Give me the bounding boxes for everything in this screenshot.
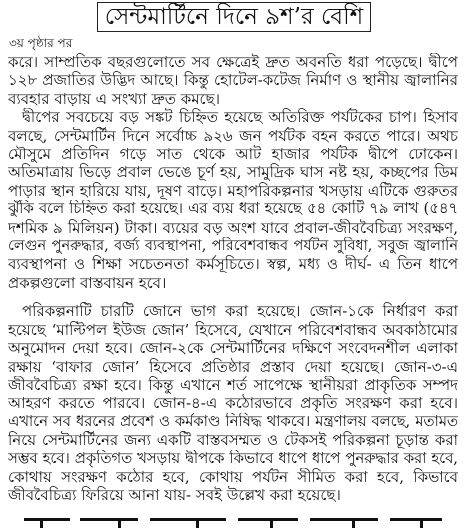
article-text-line: দশমিক ৯ মিলিয়ন) টাকা। ব্যয়ের বড় অংশ যাবে প্রবাল-জীববৈচিত্র্য সংরক্ষণ, bbox=[8, 218, 458, 237]
article-text-line: পরিকল্পনাটি চারটি জোনে ভাগ করা হয়েছে। জোন-১কে নির্ধারণ করা bbox=[22, 302, 458, 321]
article-text-line: পাড়ার স্থান হারিয়ে যায়, দূষণ বাড়ে। মহাপরিকল্পনার খসড়ায় এটিকে গুরুতর bbox=[8, 181, 458, 200]
article-text-line: ব্যবহার বাড়ায় এ সংখ্যা দ্রুত কমছে। bbox=[8, 89, 221, 108]
headline-stroke-fragment bbox=[118, 521, 121, 528]
article-text-line: জীববৈচিত্র্য রক্ষা হবে। কিন্তু এখানে শর্ত সাপেক্ষে স্থানীয়রা প্রাকৃতিক সম্পদ bbox=[8, 375, 458, 394]
continued-from-label: ৩য় পৃষ্ঠার পর bbox=[9, 36, 73, 50]
article-text-line: জীববৈচিত্র্য ফিরিয়ে আনা যায়- সবই উল্লেখ করা হয়েছে। bbox=[8, 486, 341, 505]
article-text-line: ঝুঁকি বলে চিহ্নিত করা হয়েছে। এর ব্যয় ধরা হয়েছে ৫৪ কোটি ৭৯ লাখ (৫৪৭ bbox=[8, 200, 458, 218]
headline-stroke-fragment bbox=[40, 521, 43, 528]
headline-stroke-fragment bbox=[80, 518, 138, 521]
headline-stroke-fragment bbox=[310, 518, 378, 521]
article-text-line: এখানে সব ধরনের প্রবেশ ও কর্মকাণ্ড নিষিদ্ধ থাকবে। মন্ত্রণালয় বলছে, মতামত bbox=[8, 412, 458, 430]
article-text-line: কোথায় সংরক্ষণ কঠোর হবে, কোথায় পর্যটন সীমিত করা হবে, কিভাবে bbox=[8, 467, 458, 486]
headline-stroke-fragment bbox=[352, 521, 355, 528]
headline-box bbox=[97, 2, 371, 32]
article-text-line: সম্ভব হবে। প্রকৃতিগত খসড়ায় দ্বীপকে কিভাবে ধাপে ধাপে পুনরুদ্ধার করা হবে, bbox=[8, 449, 458, 467]
headline: সেন্টমার্টিনে দিনে ৯শ’র বেশি bbox=[104, 4, 364, 30]
article-text-line: রক্ষায় ‘বাফার জোন’ হিসেবে প্রতিষ্ঠার প্রস্তাব দেয়া হয়েছে। জোন-৩-এ bbox=[8, 357, 458, 376]
article-text-line: ১২৮ প্রজাতির উদ্ভিদ আছে। কিন্তু হোটেল-কটেজ নির্মাণ ও স্থানীয় জ্বালানির bbox=[8, 71, 458, 90]
article-text-line: প্রকল্পগুলো বাস্তবায়ন হবে। bbox=[8, 273, 167, 292]
next-article-headline-cutoff bbox=[0, 508, 466, 528]
article-text-line: নিয়ে সেন্টমার্টিনের জন্য একটি বাস্তবসম্মত ও টেকসই পরিকল্পনা চূড়ান্ত করা bbox=[8, 431, 458, 450]
article-text-line: করে। সাম্প্রতিক বছরগুলোতে সব ক্ষেত্রেই দ্রুত অবনতি ধরা পড়েছে। দ্বীপে bbox=[8, 53, 458, 71]
headline-stroke-fragment bbox=[238, 518, 298, 521]
article-paragraph bbox=[8, 53, 458, 108]
article-text-line: বলছে, সেন্টমার্টিন দিনে সর্বোচ্চ ৯২৬ জন পর্যটক বহন করতে পারে। অথচ bbox=[8, 126, 458, 145]
headline-stroke-fragment bbox=[24, 518, 70, 521]
article-text-line: ব্যবস্থাপনা ও শিক্ষা সচেতনতা কর্মসূচিতে। স্বল্প, মধ্য ও দীর্ঘ- এ তিন ধাপে bbox=[8, 255, 458, 274]
article-text-line: অনুমোদন দেয়া হবে। জোন-২কে সেন্টমার্টিনের দক্ষিণে সংবেদনশীল এলাকা bbox=[8, 339, 458, 358]
headline-stroke-fragment bbox=[150, 518, 226, 521]
article-paragraph bbox=[8, 302, 458, 504]
article-text-line: আহরণ করতে পারবে। জোন-৪-এ কঠোরভাবে প্রকৃতি সংরক্ষণ করা হবে। bbox=[8, 394, 458, 413]
article-text-line: মৌসুমে প্রতিদিন গড়ে সাত থেকে আট হাজার পর্যটক দ্বীপে ঢোকেন। bbox=[8, 145, 458, 164]
article-body bbox=[8, 53, 458, 505]
headline-stroke-fragment bbox=[390, 518, 442, 521]
headline-stroke-fragment bbox=[270, 521, 273, 528]
article-text-line: হয়েছে ‘মাল্টিপল ইউজ জোন’ হিসেবে, যেখানে পরিবেশবান্ধব অবকাঠামোর bbox=[8, 320, 458, 339]
headline-stroke-fragment bbox=[420, 521, 423, 528]
article-text-line: অতিমাত্রায় ভিড়ে প্রবাল ভেঙে চূর্ণ হয়, সামুদ্রিক ঘাস নষ্ট হয়, কচ্ছপের ডিম bbox=[8, 163, 458, 182]
article-paragraph bbox=[8, 108, 458, 292]
headline-stroke-fragment bbox=[196, 521, 199, 528]
article-text-line: দ্বীপের সবচেয়ে বড় সঙ্কট চিহ্নিত হয়েছে অতিরিক্ত পর্যটকের চাপ। হিসাব bbox=[22, 108, 458, 127]
article-text-line: লেগুন পুনরুদ্ধার, বর্জ্য ব্যবস্থাপনা, পরিবেশবান্ধব পর্যটন সুবিধা, সবুজ জ্বালানি bbox=[8, 238, 458, 255]
